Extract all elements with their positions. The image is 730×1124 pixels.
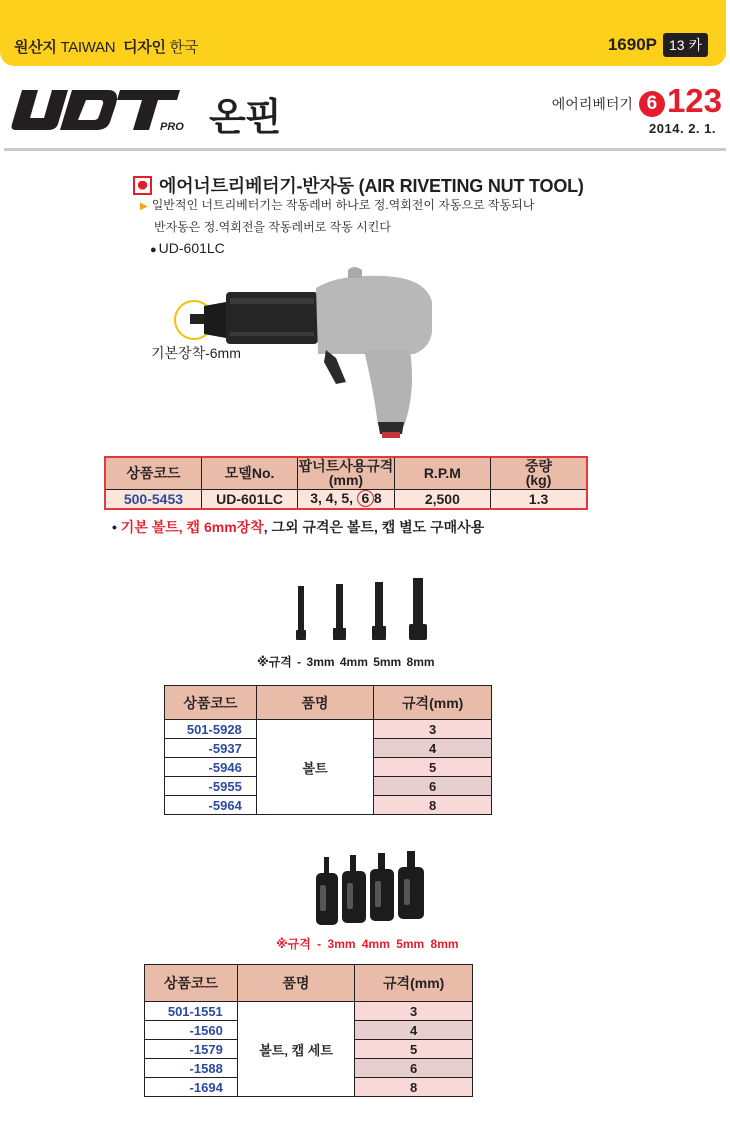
cell-code: -1560 [145, 1021, 238, 1040]
cell-code: -1579 [145, 1040, 238, 1059]
cell-spec: 6 [374, 777, 492, 796]
header-name: 품명 [237, 965, 355, 1002]
circled-size: 6 [357, 490, 374, 507]
bolt-cap-table [144, 964, 473, 1097]
divider [4, 148, 726, 151]
udt-pro-logo [10, 84, 210, 134]
cell-code: 500-5453 [105, 489, 201, 509]
cell-name: 볼트, 캡 세트 [237, 1002, 355, 1097]
cell-spec: 4 [355, 1021, 473, 1040]
accessory-note: • 기본 볼트, 캡 6mm장착, 그외 규격은 볼트, 캡 별도 구매사용 [112, 519, 485, 535]
bolt-cap-set-image [314, 851, 438, 931]
cell-code: 501-5928 [165, 720, 257, 739]
triangle-right-icon: ▶ [140, 201, 148, 212]
cell-spec: 5 [374, 758, 492, 777]
header-spec: 규격(mm) [355, 965, 473, 1002]
cell-name: 볼트 [256, 720, 374, 815]
desc-line-1: 일반적인 너트리베터기는 작동레버 하나로 정.역회전이 자동으로 작동되나 [151, 198, 535, 212]
origin-label: 원산지 [14, 39, 57, 56]
header-spec: 규격(mm) [374, 686, 492, 720]
table-row [165, 720, 492, 739]
header-model: 모델No. [201, 457, 297, 489]
cell-spec: 3 [374, 720, 492, 739]
header-code: 상품코드 [145, 965, 238, 1002]
top-banner [0, 0, 726, 66]
cell-code: -1588 [145, 1059, 238, 1078]
model-label [150, 240, 225, 256]
bolts-caption: ※규격 - 3mm 4mm 5mm 8mm [257, 655, 435, 669]
section-chip: 13 카 [663, 33, 708, 57]
category-number: 123 [666, 82, 722, 119]
cell-code: -1694 [145, 1078, 238, 1097]
cell-spec: 5 [355, 1040, 473, 1059]
cell-code: -5964 [165, 796, 257, 815]
header-weight: 중량 (kg) [491, 457, 587, 489]
header-code: 상품코드 [165, 686, 257, 720]
note-rest: , 그외 규격은 볼트, 캡 별도 구매사용 [263, 519, 485, 535]
note-red: 기본 볼트, 캡 6mm장착 [120, 519, 264, 535]
cell-spec: 8 [374, 796, 492, 815]
header-code: 상품코드 [105, 457, 201, 489]
cell-spec: 4 [374, 739, 492, 758]
cell-sizes: 3, 4, 5, 6 8 [298, 489, 394, 509]
header-name: 품명 [256, 686, 374, 720]
design-label: 디자인 [123, 39, 166, 56]
bolt-table [164, 685, 492, 815]
category-circle: 6 [639, 91, 665, 117]
origin-value: TAIWAN [60, 39, 116, 56]
brand-title: 온핀 [209, 97, 281, 139]
origin-info [14, 36, 198, 57]
page-reference [608, 33, 708, 57]
bolt-table-header [165, 686, 492, 720]
category-label [552, 82, 722, 120]
table-row [105, 489, 587, 509]
cell-rpm: 2,500 [394, 489, 490, 509]
cell-model: UD-601LC [201, 489, 297, 509]
tool-caption: 기본장착-6mm [151, 345, 241, 361]
cap-table-header [145, 965, 473, 1002]
spec-table-header [105, 457, 587, 489]
cell-weight: 1.3 [491, 489, 587, 509]
bullet-dot-icon: ● [150, 244, 157, 256]
publish-date: 2014. 2. 1. [649, 121, 716, 136]
cell-code: -5937 [165, 739, 257, 758]
stop-square-icon [133, 176, 152, 195]
logo-pro-text: PRO [160, 121, 184, 133]
model-name: UD-601LC [158, 240, 225, 256]
spec-table [104, 456, 588, 510]
cell-code: 501-1551 [145, 1002, 238, 1021]
cell-code: -5946 [165, 758, 257, 777]
cell-spec: 6 [355, 1059, 473, 1078]
category-name: 에어리베터기 [551, 96, 633, 112]
header-sizes: 팝너트사용규격 (mm) [298, 458, 394, 489]
cell-code: -5955 [165, 777, 257, 796]
product-title: 에어너트리베터기-반자동 (AIR RIVETING NUT TOOL) [159, 176, 584, 196]
design-value: 한국 [169, 39, 198, 56]
desc-line-2: 반자동은 정.역회전을 작동레버로 작동 시킨다 [154, 220, 391, 234]
table-row [145, 1002, 473, 1021]
caps-caption: ※규격 - 3mm 4mm 5mm 8mm [276, 937, 459, 951]
header-rpm: R.P.M [394, 457, 490, 489]
bolts-image [284, 578, 444, 648]
cell-spec: 3 [355, 1002, 473, 1021]
cell-spec: 8 [355, 1078, 473, 1097]
product-description [140, 195, 534, 237]
page-number: 1690P [607, 35, 657, 54]
